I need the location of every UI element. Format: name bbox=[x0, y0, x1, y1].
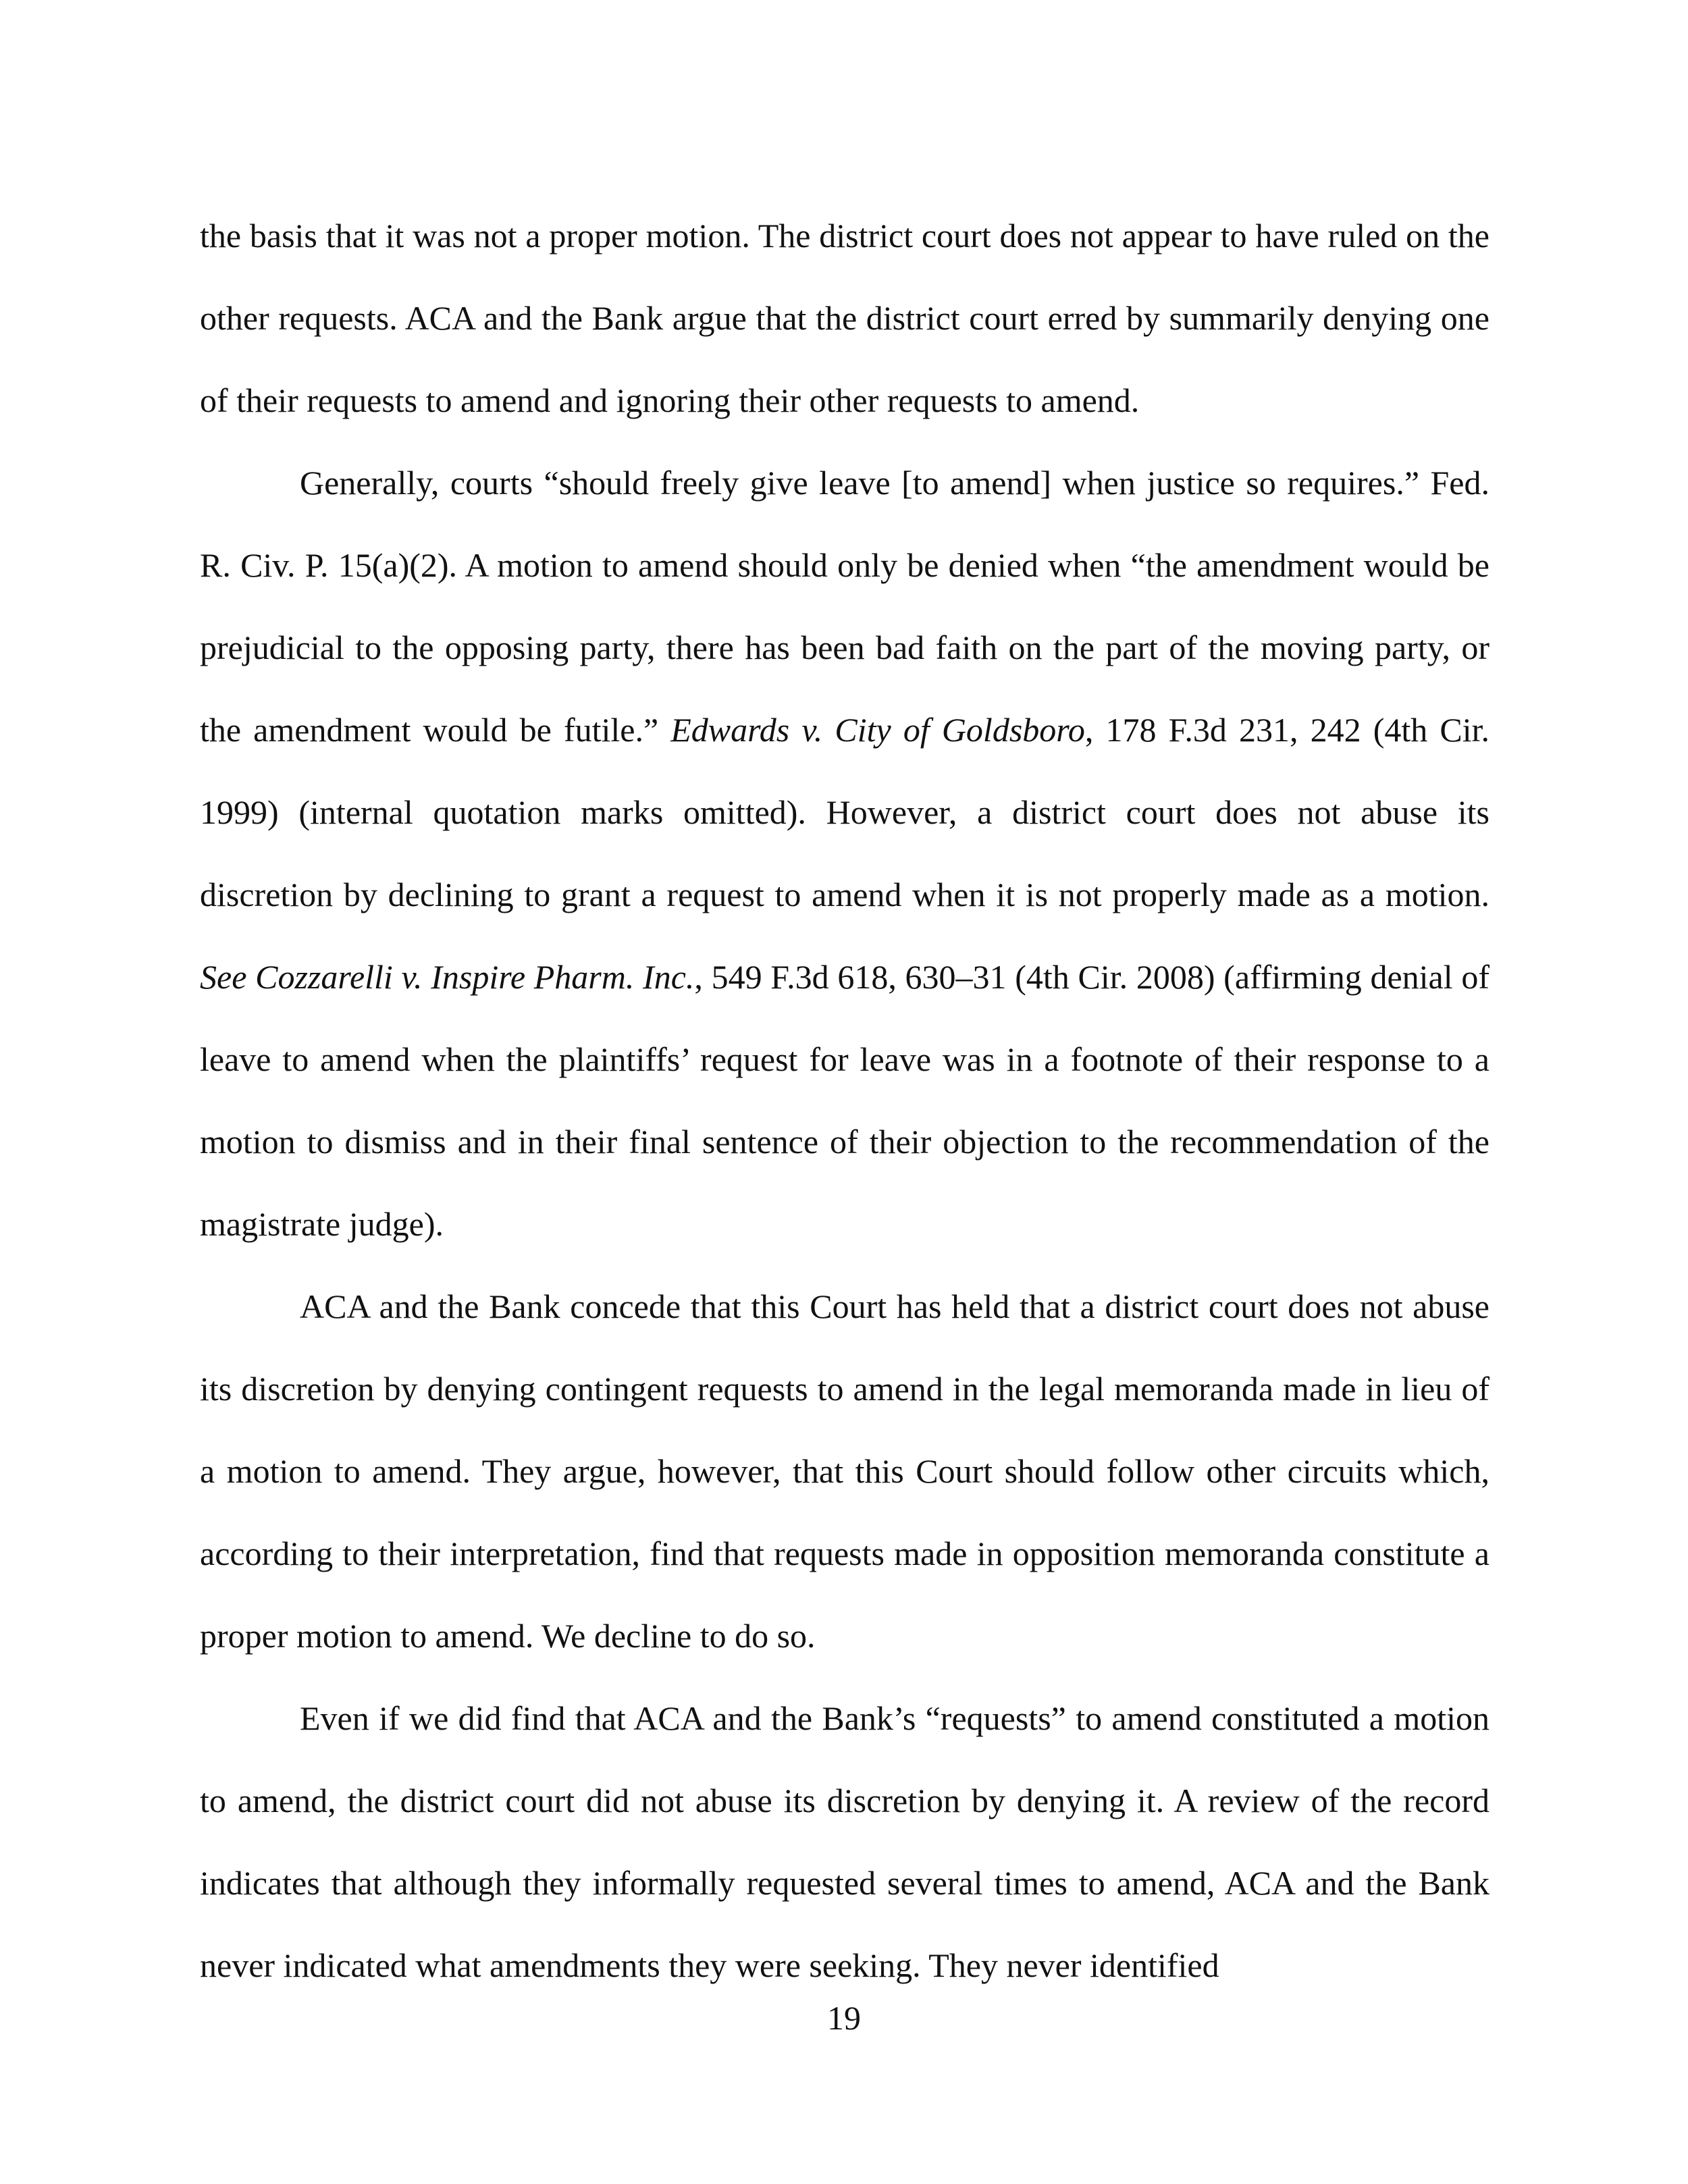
text-segment: , 549 F.3d 618, 630–31 (4th Cir. 2008) (affirming denial of leave to amend when the plaintiffs’ request for leave was in a footnote of their response to a motion to dismiss and in their final sentence of their objection to the recommendation of the magistrate judge). bbox=[200, 958, 1489, 1243]
case-citation: See Cozzarelli v. Inspire Pharm. Inc. bbox=[200, 958, 695, 996]
text-segment: Even if we did find that ACA and the Bank’s “requests” to amend constituted a motion to amend, the district court did not abuse its discretion by denying it. A review of the record indicates that although they informally requested several times to amend, ACA and the Bank never indicated what amendments they were seeking. They never identified bbox=[200, 1699, 1489, 1984]
text-segment: Generally, courts “should freely give leave [to amend] when justice so requires.” Fed. R. Civ. P. 15(a)(2). A motion to amend should only be denied when “the amendment would be prejudicial to the opposing party, there has been bad faith on the part of the moving party, or the amendment would be futile.” bbox=[200, 464, 1489, 749]
paragraph bbox=[200, 1677, 1489, 2006]
case-citation: Edwards v. City of Goldsboro bbox=[670, 711, 1085, 749]
page-number: 19 bbox=[827, 1999, 861, 2037]
paragraph bbox=[200, 1265, 1489, 1677]
paragraph bbox=[200, 194, 1489, 442]
paragraph bbox=[200, 442, 1489, 1265]
text-segment: , 178 F.3d 231, 242 (4th Cir. 1999) (internal quotation marks omitted). However, a district court does not abuse its discretion by declining to grant a request to amend when it is not properly made as a motion. bbox=[200, 711, 1489, 913]
text-segment: the basis that it was not a proper motion. The district court does not appear to have ruled on the other requests. ACA and the Bank argue that the district court erred by summarily denying one of their requests to amend and ignoring their other requests to amend. bbox=[200, 217, 1489, 419]
body-text bbox=[200, 194, 1489, 2006]
text-segment: ACA and the Bank concede that this Court has held that a district court does not abuse its discretion by denying contingent requests to amend in the legal memoranda made in lieu of a motion to amend. They argue, however, that this Court should follow other circuits which, according to their interpretation, find that requests made in opposition memoranda constitute a proper motion to amend. We decline to do so. bbox=[200, 1287, 1489, 1655]
